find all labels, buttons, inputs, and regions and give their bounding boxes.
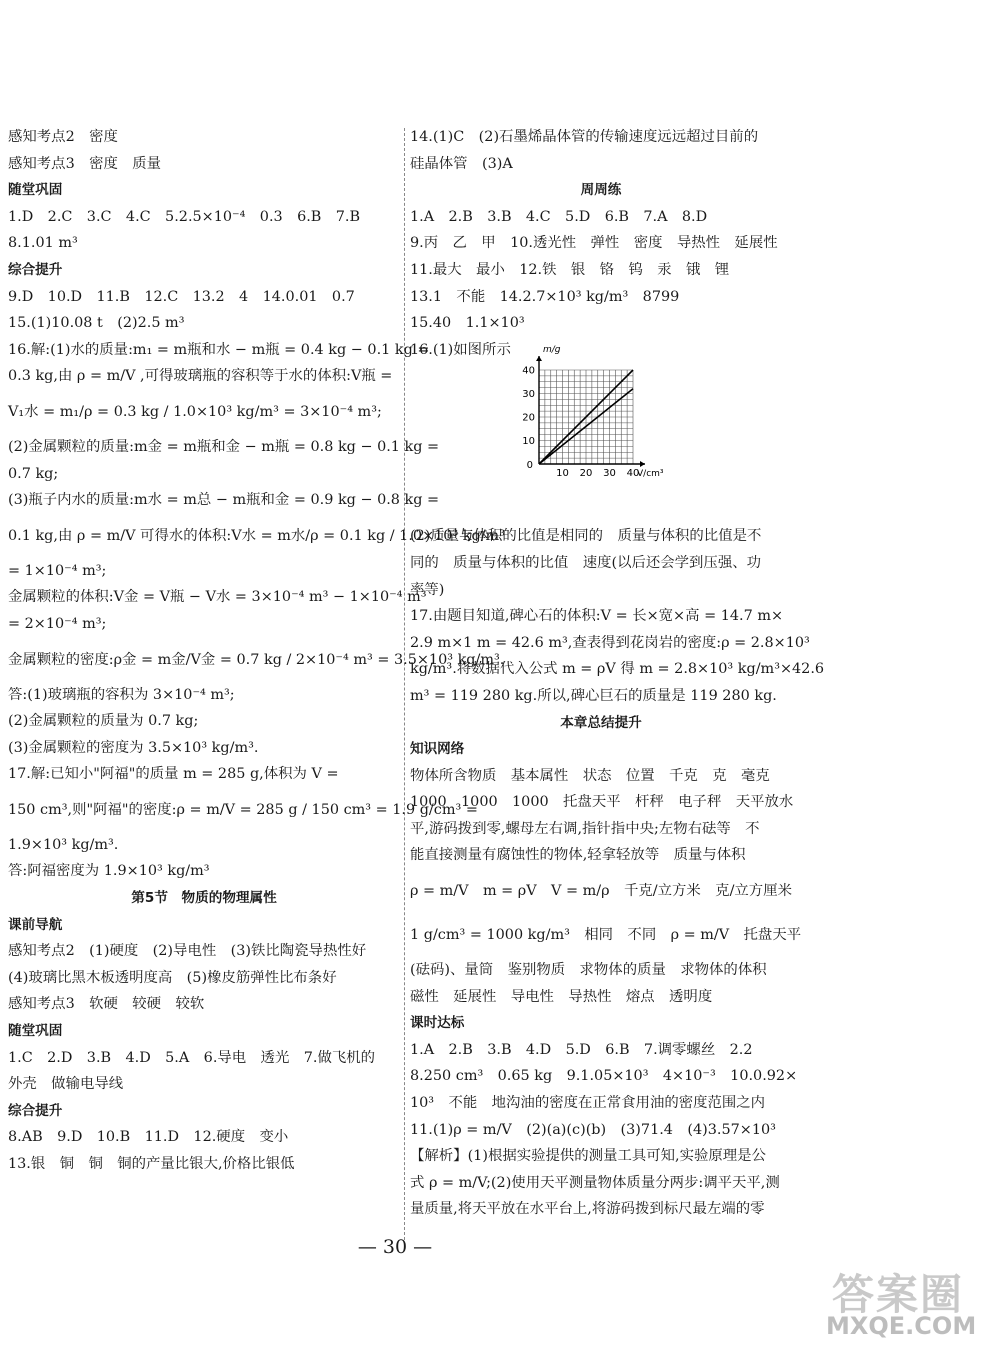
section-heading: 课时达标 bbox=[410, 1015, 465, 1032]
right-column-top bbox=[410, 124, 792, 363]
answer-line: 13.银 铜 铜 铜的产量比银大,价格比银低 bbox=[8, 1156, 295, 1172]
answer-line: 0.1 kg,由 ρ = m/V 可得水的体积:V水 = m水/ρ = 0.1 kg / 1.0×10³ kg/m³ bbox=[8, 527, 505, 544]
section-heading: 知识网络 bbox=[410, 741, 465, 758]
page-number: — 30 — bbox=[357, 1236, 433, 1258]
answer-line: 14.(1)C (2)石墨烯晶体管的传输速度远远超过目前的 bbox=[410, 129, 759, 145]
answer-line: 1.C 2.D 3.B 4.D 5.A 6.导电 透光 7.做飞机的 bbox=[8, 1049, 376, 1066]
answer-line: 同的 质量与体积的比值 速度(以后还会学到压强、功 bbox=[410, 554, 761, 571]
answer-line: 2.9 m×1 m = 42.6 m³,查表得到花岗岩的密度:ρ = 2.8×10³ bbox=[410, 634, 810, 651]
section-heading: 本章总结提升 bbox=[560, 714, 642, 731]
answer-line: 物体所含物质 基本属性 状态 位置 千克 克 毫克 bbox=[410, 767, 770, 784]
section-heading: 综合提升 bbox=[8, 261, 63, 278]
y-tick-label: 40 bbox=[522, 365, 535, 377]
answer-line: 量质量,将天平放在水平台上,将游码拨到标尺最左端的零 bbox=[410, 1201, 765, 1218]
answer-line: 能直接测量有腐蚀性的物体,轻拿轻放等 质量与体积 bbox=[410, 847, 746, 864]
answer-line: 10³ 不能 地沟油的密度在正常食用油的密度范围之内 bbox=[410, 1095, 766, 1112]
x-tick-label: 40 bbox=[626, 468, 640, 479]
answer-line: 0.7 kg; bbox=[8, 465, 59, 482]
answer-line: = 1×10⁻⁴ m³; bbox=[8, 562, 107, 579]
answer-line: (3)金属颗粒的密度为 3.5×10³ kg/m³. bbox=[8, 739, 259, 756]
answer-line: 15.(1)10.08 t (2)2.5 m³ bbox=[8, 315, 185, 332]
answer-line: 感知考点2 密度 bbox=[8, 129, 118, 145]
x-axis-label: V/cm³ bbox=[637, 469, 664, 479]
right-column-bottom bbox=[410, 523, 825, 1223]
answer-line: 金属颗粒的密度:ρ金 = m金/V金 = 0.7 kg / 2×10⁻⁴ m³ = 3.5×10³ kg/m³. bbox=[8, 651, 505, 668]
answer-line: = 2×10⁻⁴ m³; bbox=[8, 615, 107, 632]
answer-line: 0.3 kg,由 ρ = m/V ,可得玻璃瓶的容积等于水的体积:V瓶 = bbox=[8, 368, 393, 385]
y-tick-label: 20 bbox=[522, 412, 535, 424]
x-tick-label: 10 bbox=[556, 468, 569, 479]
answer-line: 16.解:(1)水的质量:m₁ = m瓶和水 − m瓶 = 0.4 kg − 0.1 kg = bbox=[8, 341, 430, 358]
answer-line: 9.D 10.D 11.B 12.C 13.2 4 14.0.01 0.7 bbox=[8, 288, 355, 305]
answer-line: 8.AB 9.D 10.B 11.D 12.硬度 变小 bbox=[8, 1129, 289, 1146]
answer-line: (2)质量与体积的比值是相同的 质量与体积的比值是不 bbox=[410, 528, 762, 545]
answer-line: (3)瓶子内水的质量:m水 = m总 − m瓶和金 = 0.9 kg − 0.8 kg = bbox=[8, 492, 440, 509]
answer-line: (4)玻璃比黑木板透明度高 (5)橡皮筋弹性比布条好 bbox=[8, 969, 337, 986]
watermark-text: 答案圈 bbox=[832, 1270, 965, 1319]
answer-line: 式 ρ = m/V;(2)使用天平测量物体质量分两步:调平天平,测 bbox=[410, 1174, 780, 1191]
x-tick-label: 20 bbox=[579, 468, 593, 479]
section-heading: 综合提升 bbox=[8, 1102, 63, 1119]
watermark-logo bbox=[820, 1262, 996, 1342]
answer-line: 15.40 1.1×10³ bbox=[410, 315, 525, 332]
y-axis-label: m/g bbox=[543, 345, 561, 355]
answer-line: 答:(1)玻璃瓶的容积为 3×10⁻⁴ m³; bbox=[8, 686, 235, 703]
section-heading: 课前导航 bbox=[8, 916, 63, 933]
answer-line: 感知考点2 (1)硬度 (2)导电性 (3)铁比陶瓷导热性好 bbox=[8, 943, 367, 960]
answer-line: 【解析】(1)根据实验提供的测量工具可知,实验原理是公 bbox=[410, 1148, 766, 1165]
section-heading: 随堂巩固 bbox=[8, 182, 63, 199]
answer-line: 金属颗粒的体积:V金 = V瓶 − V水 = 3×10⁻⁴ m³ − 1×10⁻⁴ m³ bbox=[8, 589, 427, 606]
answer-line: 平,游码拨到零,螺母左右调,指针指中央;左物右砝等 不 bbox=[410, 820, 760, 837]
column-divider bbox=[404, 128, 405, 1240]
answer-line: 16.(1)如图所示 bbox=[410, 341, 511, 358]
watermark-url: MXQE.COM bbox=[826, 1312, 977, 1340]
answer-line: 8.250 cm³ 0.65 kg 9.1.05×10³ 4×10⁻³ 10.0.92× bbox=[410, 1068, 798, 1085]
answer-line: 率等) bbox=[410, 581, 445, 598]
answer-line: 8.1.01 m³ bbox=[8, 235, 78, 252]
answer-line: 1.9×10³ kg/m³. bbox=[8, 836, 119, 853]
answer-line: (2)金属颗粒的质量:m金 = m瓶和金 − m瓶 = 0.8 kg − 0.1 kg = bbox=[8, 438, 440, 455]
x-tick-label: 30 bbox=[603, 468, 616, 479]
answer-line: 硅晶体管 (3)A bbox=[410, 155, 513, 172]
answer-line: 磁性 延展性 导电性 导热性 熔点 透明度 bbox=[410, 988, 713, 1005]
x-axis-arrow bbox=[640, 461, 645, 467]
y-tick-label: 30 bbox=[522, 389, 535, 400]
answer-line: 17.解:已知小"阿福"的质量 m = 285 g,体积为 V = bbox=[8, 766, 339, 783]
y-axis-arrow bbox=[536, 356, 542, 361]
answer-line: 150 cm³,则"阿福"的密度:ρ = m/V = 285 g / 150 cm³ = 1.9 g/cm³ = bbox=[8, 801, 478, 818]
answer-line: 感知考点3 密度 质量 bbox=[8, 155, 162, 172]
right-column bbox=[410, 124, 825, 1223]
answer-line: 1.A 2.B 3.B 4.D 5.D 6.B 7.调零螺丝 2.2 bbox=[410, 1041, 753, 1058]
answer-line: 9.丙 乙 甲 10.透光性 弹性 密度 导热性 延展性 bbox=[410, 235, 778, 252]
answer-line: 感知考点3 软硬 较硬 较软 bbox=[8, 996, 205, 1013]
answer-line: (砝码)、量筒 鉴别物质 求物体的质量 求物体的体积 bbox=[410, 962, 767, 979]
answer-line: 13.1 不能 14.2.7×10³ kg/m³ 8799 bbox=[410, 288, 680, 305]
answer-line: (2)金属颗粒的质量为 0.7 kg; bbox=[8, 713, 199, 730]
answer-line: ρ = m/V m = ρV V = m/ρ 千克/立方米 克/立方厘米 bbox=[410, 883, 792, 900]
answer-line: 1 g/cm³ = 1000 kg/m³ 相同 不同 ρ = m/V 托盘天平 bbox=[410, 927, 802, 944]
mass-volume-graph bbox=[515, 342, 664, 479]
section-heading: 随堂巩固 bbox=[8, 1023, 63, 1040]
answer-line: m³ = 119 280 kg.所以,碑心巨石的质量是 119 280 kg. bbox=[410, 687, 777, 704]
section-heading: 第5节 物质的物理属性 bbox=[131, 890, 277, 907]
answer-line: 11.(1)ρ = m/V (2)(a)(c)(b) (3)71.4 (4)3.57×10³ bbox=[410, 1121, 776, 1138]
answer-line: 1.D 2.C 3.C 4.C 5.2.5×10⁻⁴ 0.3 6.B 7.B bbox=[8, 208, 361, 225]
answer-line: 11.最大 最小 12.铁 银 铬 钨 汞 锇 锂 bbox=[410, 261, 730, 278]
answer-line: 1.A 2.B 3.B 4.C 5.D 6.B 7.A 8.D bbox=[410, 208, 708, 225]
answer-line: kg/m³.将数据代入公式 m = ρV 得 m = 2.8×10³ kg/m³×42.6 bbox=[410, 661, 825, 678]
answer-line: V₁水 = m₁/ρ = 0.3 kg / 1.0×10³ kg/m³ = 3×10⁻⁴ m³; bbox=[8, 403, 382, 420]
answer-line: 外壳 做输电导线 bbox=[8, 1076, 124, 1093]
origin-label: 0 bbox=[526, 460, 533, 471]
section-heading: 周周练 bbox=[580, 182, 622, 199]
answer-line: 17.由题目知道,碑心石的体积:V = 长×宽×高 = 14.7 m× bbox=[410, 608, 784, 625]
y-tick-label: 10 bbox=[522, 436, 535, 447]
answer-line: 答:阿福密度为 1.9×10³ kg/m³ bbox=[8, 863, 210, 880]
answer-line: 1000 1000 1000 托盘天平 杆秤 电子秤 天平放水 bbox=[410, 794, 794, 811]
